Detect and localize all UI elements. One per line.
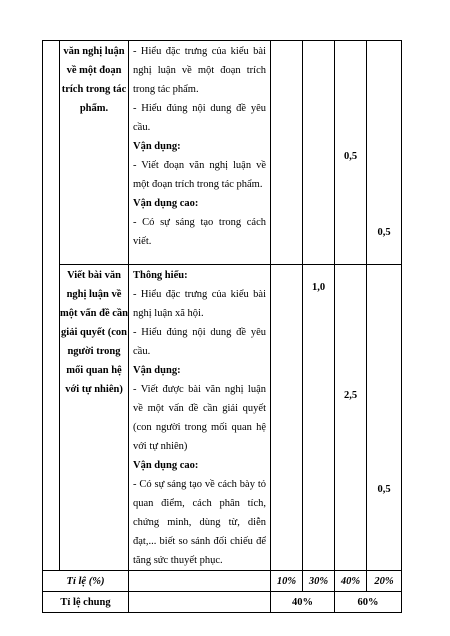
score-value: 1,0 (311, 282, 326, 293)
score-value: 0,5 (377, 484, 391, 495)
ratio-value: 10% (271, 571, 303, 592)
empty-cell (129, 592, 271, 613)
level-heading: Vận dụng: (133, 365, 181, 376)
description-cell (129, 41, 271, 265)
score-cell (367, 41, 402, 265)
topic-cell: văn nghị luận về một đoạn trích trong tác phẩm. (60, 41, 129, 265)
topic-cell: Viết bài văn nghị luận về một vấn đề cần giải quyết (con người trong mối quan hệ với tự nhiên) (60, 265, 129, 571)
overall-row (43, 592, 402, 613)
score-value: 0,5 (343, 151, 358, 162)
table-row (43, 265, 402, 571)
level-heading: Thông hiểu: (133, 270, 188, 281)
empty-cell (129, 571, 271, 592)
index-cell (43, 41, 60, 571)
score-cell (335, 41, 367, 265)
level-heading: Vận dụng: (133, 141, 181, 152)
description-line: - Hiểu đúng nội dung đề yêu cầu. (133, 103, 266, 133)
score-value: 2,5 (343, 390, 358, 401)
description-line: - Hiểu đặc trưng của kiểu bài nghị luận xã hội. (133, 289, 266, 319)
description-line: - Có sự sáng tạo trong cách viết. (133, 217, 266, 247)
overall-value: 60% (335, 592, 402, 613)
level-heading: Vận dụng cao: (133, 198, 199, 209)
score-value: 0,5 (377, 227, 391, 238)
table-row (43, 41, 402, 265)
exam-matrix-table (42, 40, 402, 613)
level-heading: Vận dụng cao: (133, 460, 199, 471)
overall-label: Tỉ lệ chung (43, 592, 129, 613)
score-cell (303, 265, 335, 571)
score-cell (271, 265, 303, 571)
description-line: - Viết được bài văn nghị luận về một vấn đề cần giải quyết (con người trong mối quan hệ với tự nhiên) (133, 384, 266, 452)
description-line: - Hiểu đặc trưng của kiểu bài nghị luận về một đoạn trích trong tác phẩm. (133, 46, 266, 95)
score-cell (367, 265, 402, 571)
description-cell (129, 265, 271, 571)
score-cell (271, 41, 303, 265)
ratio-row (43, 571, 402, 592)
ratio-value: 30% (303, 571, 335, 592)
description-line: - Hiểu đúng nội dung đề yêu cầu. (133, 327, 266, 357)
score-cell (303, 41, 335, 265)
description-line: - Có sự sáng tạo về cách bày tỏ quan điểm, cách phân tích, chứng minh, dùng từ, diễn đạt,... biết so sánh đối chiếu để tăng sức thuyết phục. (133, 479, 266, 566)
description-line: - Viết đoạn văn nghị luận về một đoạn trích trong tác phẩm. (133, 160, 266, 190)
ratio-value: 20% (367, 571, 402, 592)
overall-value: 40% (271, 592, 335, 613)
ratio-value: 40% (335, 571, 367, 592)
score-cell (335, 265, 367, 571)
ratio-label: Tỉ lệ (%) (43, 571, 129, 592)
